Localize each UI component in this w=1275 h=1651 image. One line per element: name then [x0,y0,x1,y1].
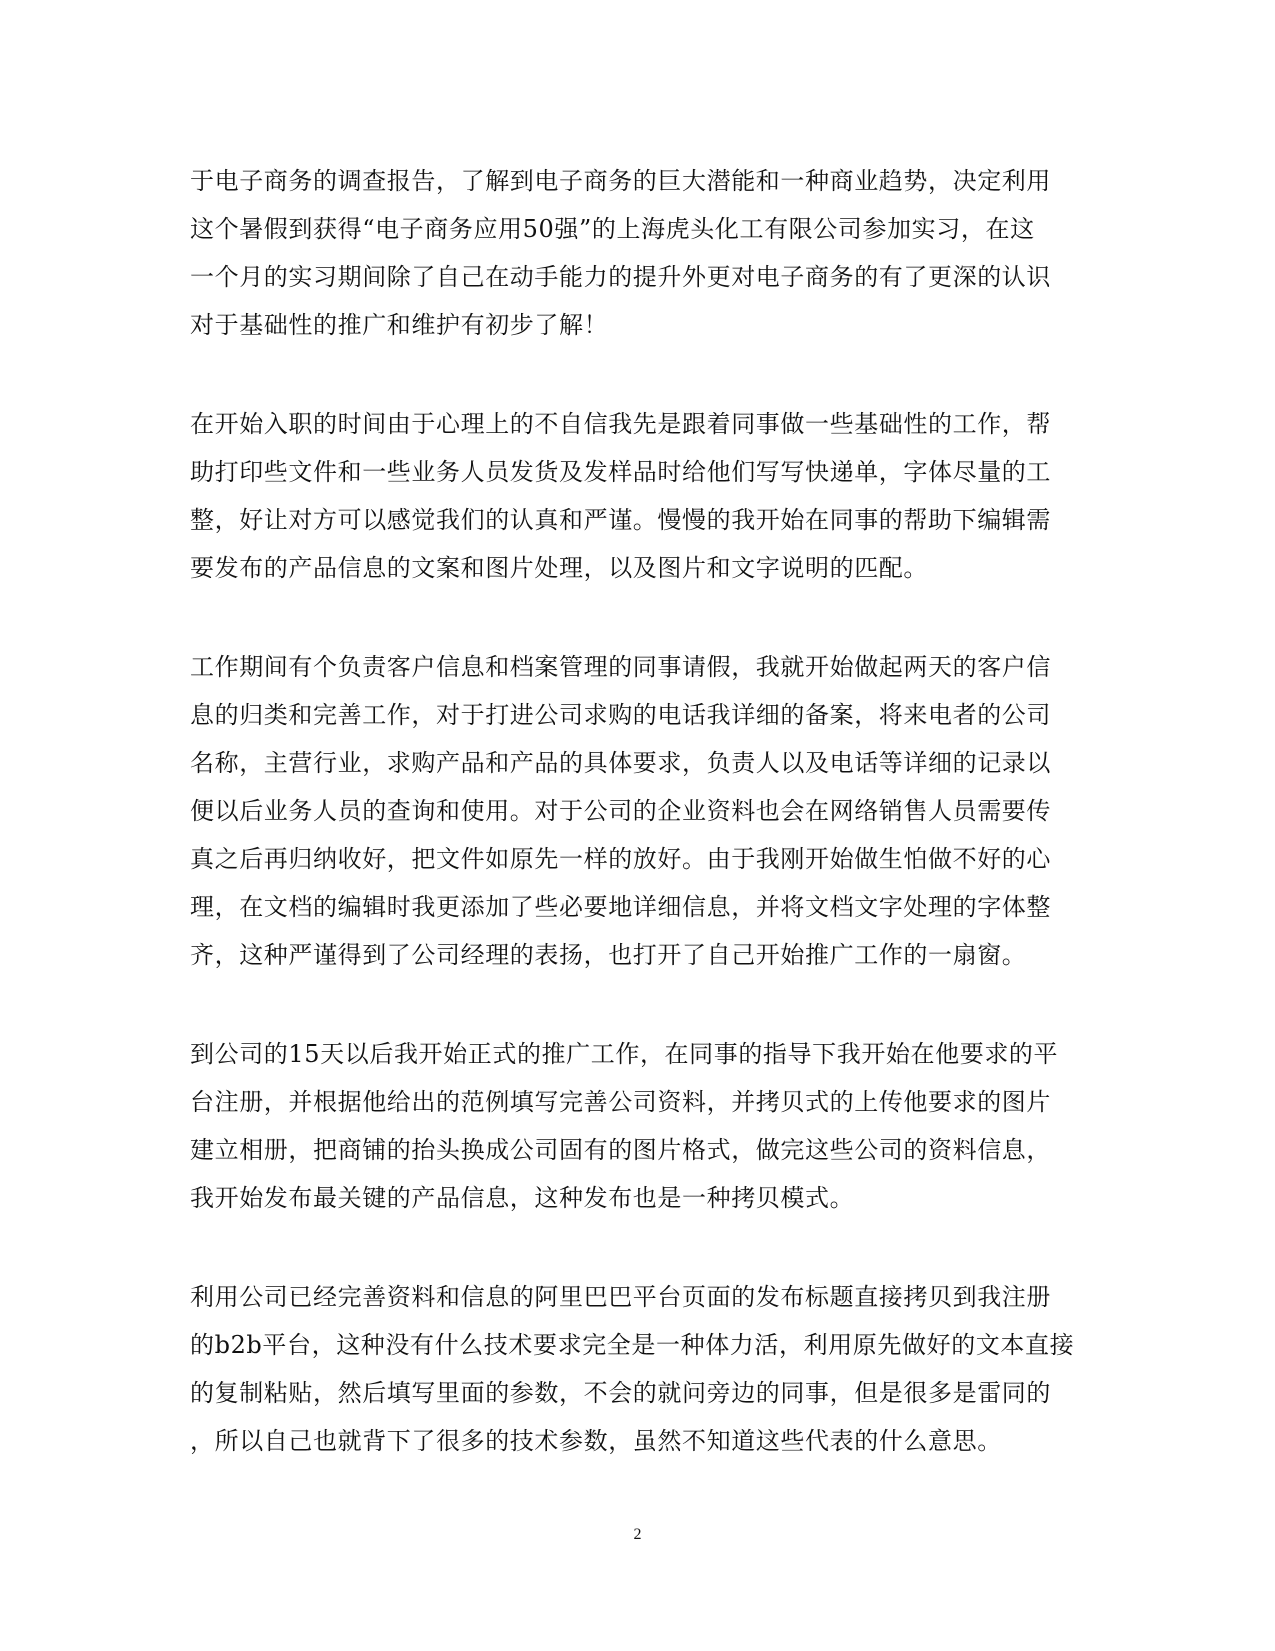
paragraph-3 [190,643,1090,979]
text-line: 工作期间有个负责客户信息和档案管理的同事请假，我就开始做起两天的客户信 [190,653,1051,681]
text-line: 便以后业务人员的查询和使用。对于公司的企业资料也会在网络销售人员需要传 [190,797,1051,825]
text-line: 利用公司已经完善资料和信息的阿里巴巴平台页面的发布标题直接拷贝到我注册 [190,1283,1051,1311]
paragraph-4 [190,1030,1090,1222]
text-line: 息的归类和完善工作，对于打进公司求购的电话我详细的备案，将来电者的公司 [190,701,1051,729]
paragraph-5 [190,1273,1090,1465]
text-line: ，所以自己也就背下了很多的技术参数，虽然不知道这些代表的什么意思。 [190,1427,1002,1455]
text-line: 名称，主营行业，求购产品和产品的具体要求，负责人以及电话等详细的记录以 [190,749,1051,777]
text-line: 助打印些文件和一些业务人员发货及发样品时给他们写写快递单，字体尽量的工 [190,458,1051,486]
text-line: 要发布的产品信息的文案和图片处理，以及图片和文字说明的匹配。 [190,554,928,582]
text-line: 理，在文档的编辑时我更添加了些必要地详细信息，并将文档文字处理的字体整 [190,893,1051,921]
text-line: 台注册，并根据他给出的范例填写完善公司资料，并拷贝式的上传他要求的图片 [190,1088,1051,1116]
paragraph-2 [190,400,1090,592]
page-number: 2 [633,1526,642,1543]
text-line: 对于基础性的推广和维护有初步了解！ [190,311,609,339]
text-line: 到公司的15天以后我开始正式的推广工作，在同事的指导下我开始在他要求的平 [190,1040,1059,1068]
text-line: 齐，这种严谨得到了公司经理的表扬，也打开了自己开始推广工作的一扇窗。 [190,941,1027,969]
text-line: 一个月的实习期间除了自己在动手能力的提升外更对电子商务的有了更深的认识 [190,263,1051,291]
text-line: 在开始入职的时间由于心理上的不自信我先是跟着同事做一些基础性的工作，帮 [190,410,1051,438]
text-line: 真之后再归纳收好，把文件如原先一样的放好。由于我刚开始做生怕做不好的心 [190,845,1051,873]
text-line: 我开始发布最关键的产品信息，这种发布也是一种拷贝模式。 [190,1184,855,1212]
text-line: 于电子商务的调查报告，了解到电子商务的巨大潜能和一种商业趋势，决定利用 [190,167,1051,195]
paragraph-1 [190,157,1090,349]
text-line: 的复制粘贴，然后填写里面的参数，不会的就问旁边的同事，但是很多是雷同的 [190,1379,1051,1407]
text-line: 建立相册，把商铺的抬头换成公司固有的图片格式，做完这些公司的资料信息， [190,1136,1051,1164]
text-line: 这个暑假到获得“电子商务应用50强”的上海虎头化工有限公司参加实习，在这 [190,215,1035,243]
text-line: 整，好让对方可以感觉我们的认真和严谨。慢慢的我开始在同事的帮助下编辑需 [190,506,1051,534]
text-line: 的b2b平台，这种没有什么技术要求完全是一种体力活，利用原先做好的文本直接 [190,1331,1075,1359]
